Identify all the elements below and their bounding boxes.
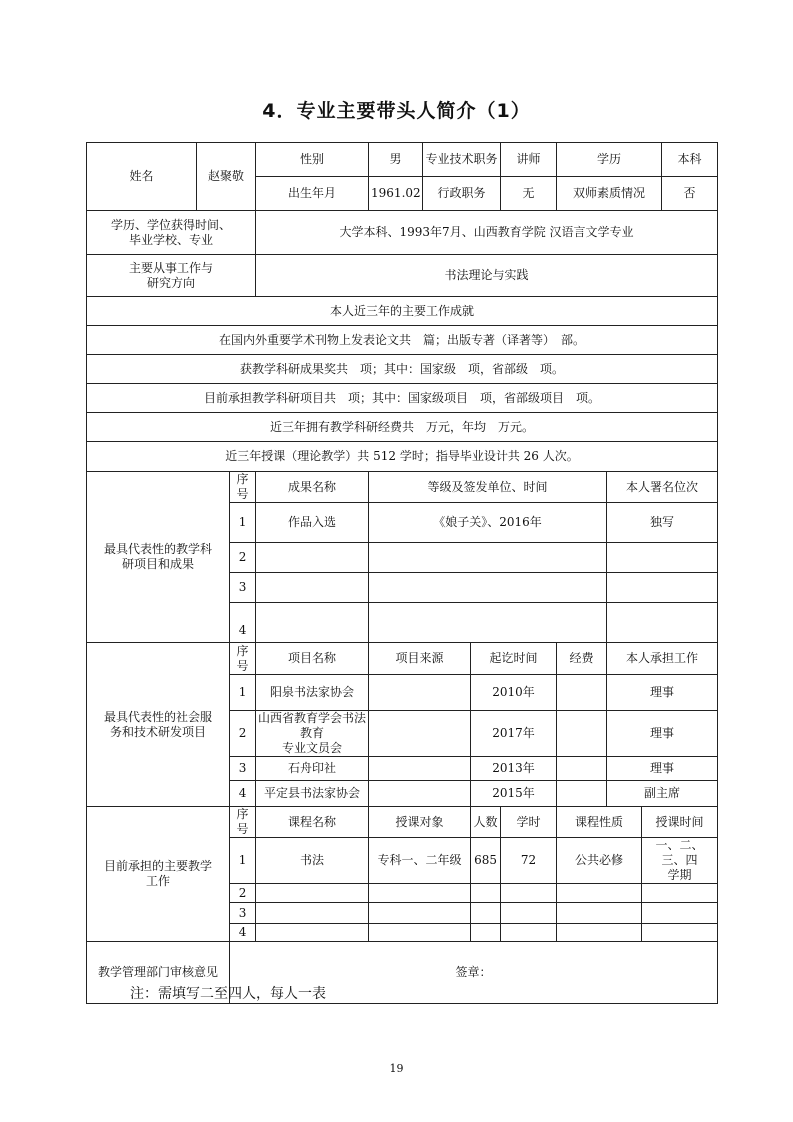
service-col-no: 序号 (230, 643, 256, 675)
projects-line: 目前承担教学科研项目共 项；其中：国家级项目 项，省部级项目 项。 (87, 384, 718, 413)
teaching-section-label: 目前承担的主要教学 工作 (87, 807, 230, 942)
service-col-fund: 经费 (557, 643, 607, 675)
funds-line: 近三年拥有教学科研经费共 万元，年均 万元。 (87, 413, 718, 442)
service-col-role: 本人承担工作 (607, 643, 718, 675)
teaching-col-hours: 学时 (501, 807, 557, 838)
table-row: 4 (87, 924, 718, 942)
degree-value: 大学本科、1993年7月、山西教育学院 汉语言文学专业 (256, 211, 718, 255)
footnote: 注：需填写二至四人，每人一表 (130, 986, 326, 1002)
results-col-no: 序号 (230, 472, 256, 503)
teaching-col-count: 人数 (471, 807, 501, 838)
teaching-col-time: 授课时间 (642, 807, 718, 838)
service-section-label: 最具代表性的社会服 务和技术研发项目 (87, 643, 230, 807)
basic-row-1 (87, 143, 718, 177)
achievements-header: 本人近三年的主要工作成就 (87, 297, 718, 326)
results-section-label: 最具代表性的教学科 研项目和成果 (87, 472, 230, 643)
table-row: 3 (87, 903, 718, 924)
birth-value: 1961.02 (369, 177, 423, 211)
results-header-row (87, 472, 718, 503)
table-row: 2 (87, 543, 718, 573)
profile-form-table (86, 142, 718, 1004)
dual-qualification-value: 否 (662, 177, 718, 211)
degree-label: 学历、学位获得时间、 毕业学校、专业 (87, 211, 256, 255)
degree-row (87, 211, 718, 255)
table-row: 2 (87, 884, 718, 903)
teaching-col-course: 课程名称 (256, 807, 369, 838)
teaching-col-target: 授课对象 (369, 807, 471, 838)
education-value: 本科 (662, 143, 718, 177)
gender-label: 性别 (256, 143, 369, 177)
prof-title-label: 专业技术职务 (423, 143, 501, 177)
results-col-rank: 本人署名位次 (607, 472, 718, 503)
research-label: 主要从事工作与 研究方向 (87, 255, 256, 297)
gender-value: 男 (369, 143, 423, 177)
results-col-level: 等级及签发单位、时间 (369, 472, 607, 503)
service-col-period: 起讫时间 (471, 643, 557, 675)
service-col-name: 项目名称 (256, 643, 369, 675)
name-label: 姓名 (87, 143, 197, 211)
education-label: 学历 (557, 143, 662, 177)
prof-title-value: 讲师 (501, 143, 557, 177)
table-row: 4 (87, 603, 718, 643)
name-value: 赵聚敬 (197, 143, 256, 211)
service-col-source: 项目来源 (369, 643, 471, 675)
results-col-name: 成果名称 (256, 472, 369, 503)
dual-qualification-label: 双师素质情况 (557, 177, 662, 211)
awards-line: 获教学科研成果奖共 项；其中：国家级 项，省部级 项。 (87, 355, 718, 384)
teaching-col-no: 序号 (230, 807, 256, 838)
table-row: 2 山西省教育学会书法教育 专业文员会 2017年 理事 (87, 711, 718, 757)
papers-line: 在国内外重要学术刊物上发表论文共 篇；出版专著（译著等） 部。 (87, 326, 718, 355)
research-value: 书法理论与实践 (256, 255, 718, 297)
table-row: 3 石舟印社 2013年 理事 (87, 757, 718, 781)
admin-title-value: 无 (501, 177, 557, 211)
teaching-col-nature: 课程性质 (557, 807, 642, 838)
review-label: 教学管理部门审核意见 (87, 942, 230, 1004)
table-row: 1 书法 专科一、二年级 685 72 公共必修 一、二、三、四 学期 (87, 838, 718, 884)
signature-field: 签章： (230, 942, 718, 1004)
admin-title-label: 行政职务 (423, 177, 501, 211)
teaching-header-row (87, 807, 718, 838)
service-header-row (87, 643, 718, 675)
table-row: 4 平定县书法家协会 2015年 副主席 (87, 781, 718, 807)
research-row (87, 255, 718, 297)
birth-label: 出生年月 (256, 177, 369, 211)
table-row: 3 (87, 573, 718, 603)
page-number: 19 (389, 1062, 404, 1075)
table-row: 1 阳泉书法家协会 2010年 理事 (87, 675, 718, 711)
table-row: 1 作品入选 《娘子关》、2016年 独写 (87, 503, 718, 543)
page-title: 4．专业主要带头人简介（1） (262, 100, 531, 122)
teaching-hours-line: 近三年授课（理论教学）共 512 学时；指导毕业设计共 26 人次。 (87, 442, 718, 472)
